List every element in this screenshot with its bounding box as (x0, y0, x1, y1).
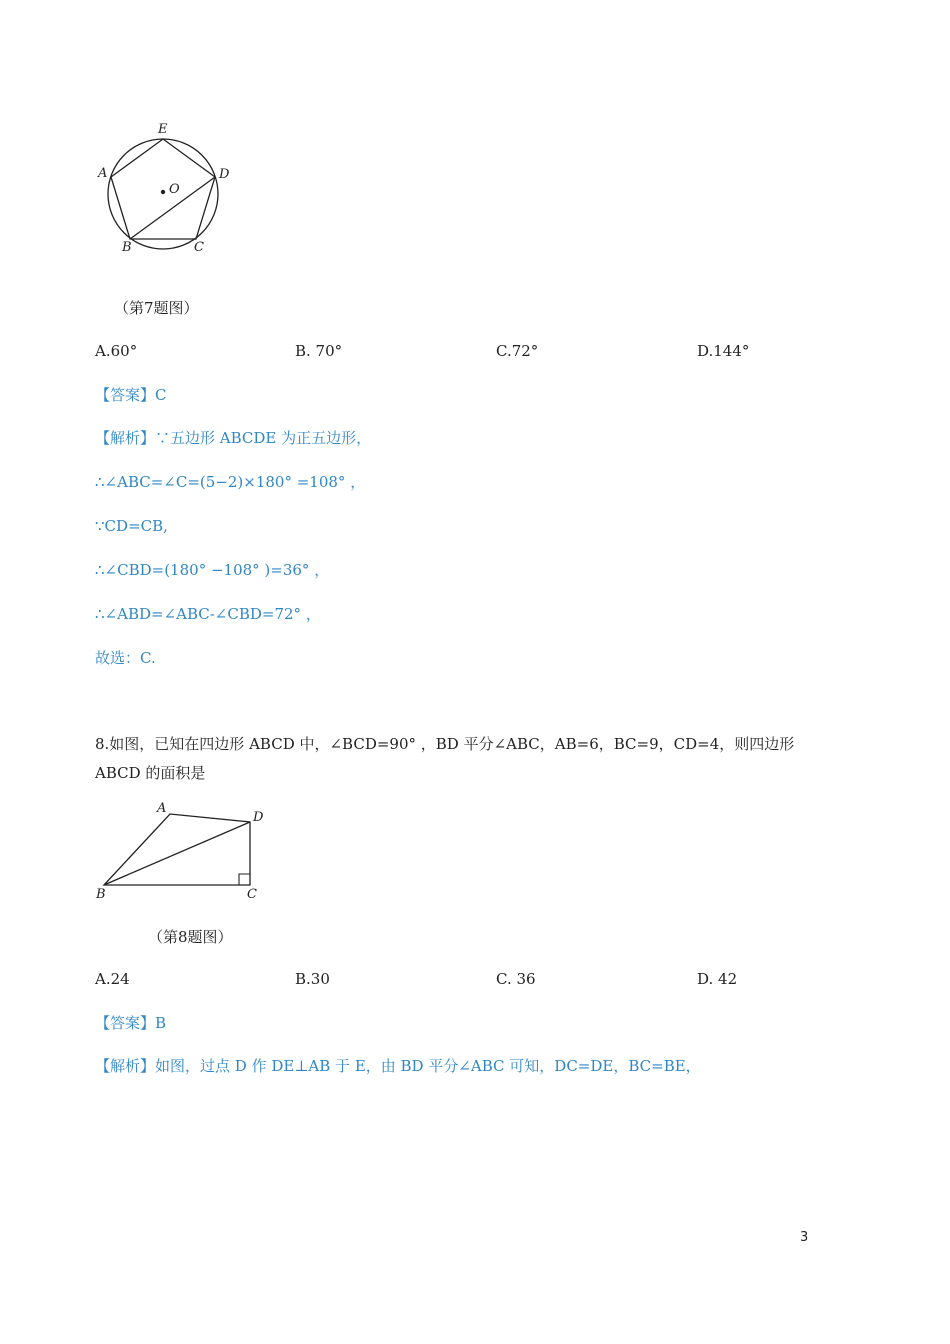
q7-option-d: D.144° (697, 342, 750, 360)
label-a: A (98, 166, 108, 181)
q7-analysis-line-4: ∴∠CBD=(180° −108° )=36° ， (95, 561, 330, 579)
q8-option-d: D. 42 (697, 970, 738, 988)
q8-analysis (95, 1056, 701, 1076)
label-e: E (158, 122, 168, 137)
q7-answer (95, 385, 167, 405)
q7-analysis-line-1 (95, 428, 371, 448)
q7-figure-caption: （第7题图） (114, 299, 199, 317)
analysis-text: 如图，过点 D 作 DE⊥AB 于 E，由 BD 平分∠ABC 可知，DC=DE，BC=BE， (155, 1057, 701, 1075)
answer-tag: 【答案】 (95, 1014, 156, 1032)
q8-option-c: C. 36 (496, 970, 536, 988)
label-b: B (96, 887, 106, 902)
answer-tag: 【答案】 (95, 386, 156, 404)
q7-option-a: A.60° (95, 342, 138, 360)
q7-option-c: C.72° (496, 342, 539, 360)
q7-analysis-line-2: ∴∠ABC=∠C=(5−2)×180° =108° ， (95, 473, 366, 491)
analysis-tag: 【解析】 (95, 1057, 156, 1075)
q8-option-a: A.24 (95, 970, 130, 988)
answer-value: B (155, 1014, 167, 1032)
q8-stem-line-1: 8.如图，已知在四边形 ABCD 中，∠BCD=90° ，BD 平分∠ABC，AB=6，BC=9，CD=4，则四边形 (95, 735, 795, 753)
quadrilateral-abcd (104, 814, 250, 885)
q8-option-b: B.30 (295, 970, 330, 988)
q8-answer (95, 1013, 166, 1033)
label-c: C (247, 887, 257, 902)
label-d: D (219, 167, 230, 182)
right-angle-mark (239, 874, 250, 885)
q7-analysis-line-5: ∴∠ABD=∠ABC-∠CBD=72° ， (95, 605, 321, 623)
page-number: 3 (800, 1230, 809, 1245)
center-point-o (161, 190, 165, 194)
q7-pentagon-figure (90, 118, 250, 258)
q7-option-b: B. 70° (295, 342, 343, 360)
label-c: C (194, 240, 204, 255)
label-o: O (169, 182, 180, 197)
answer-value: C (155, 386, 167, 404)
label-d: D (253, 810, 264, 825)
diagonal-bd (104, 822, 250, 885)
analysis-tag: 【解析】 (95, 429, 156, 447)
q8-quadrilateral-figure (90, 795, 275, 905)
q8-figure-caption: （第8题图） (148, 928, 233, 946)
label-a: A (157, 801, 167, 816)
analysis-text: ∵五边形 ABCDE 为正五边形， (155, 429, 372, 447)
label-b: B (122, 240, 132, 255)
q7-analysis-line-6: 故选：C. (95, 649, 156, 667)
q8-stem-line-2: ABCD 的面积是 (95, 764, 206, 782)
q7-analysis-line-3: ∵CD=CB, (95, 517, 168, 535)
